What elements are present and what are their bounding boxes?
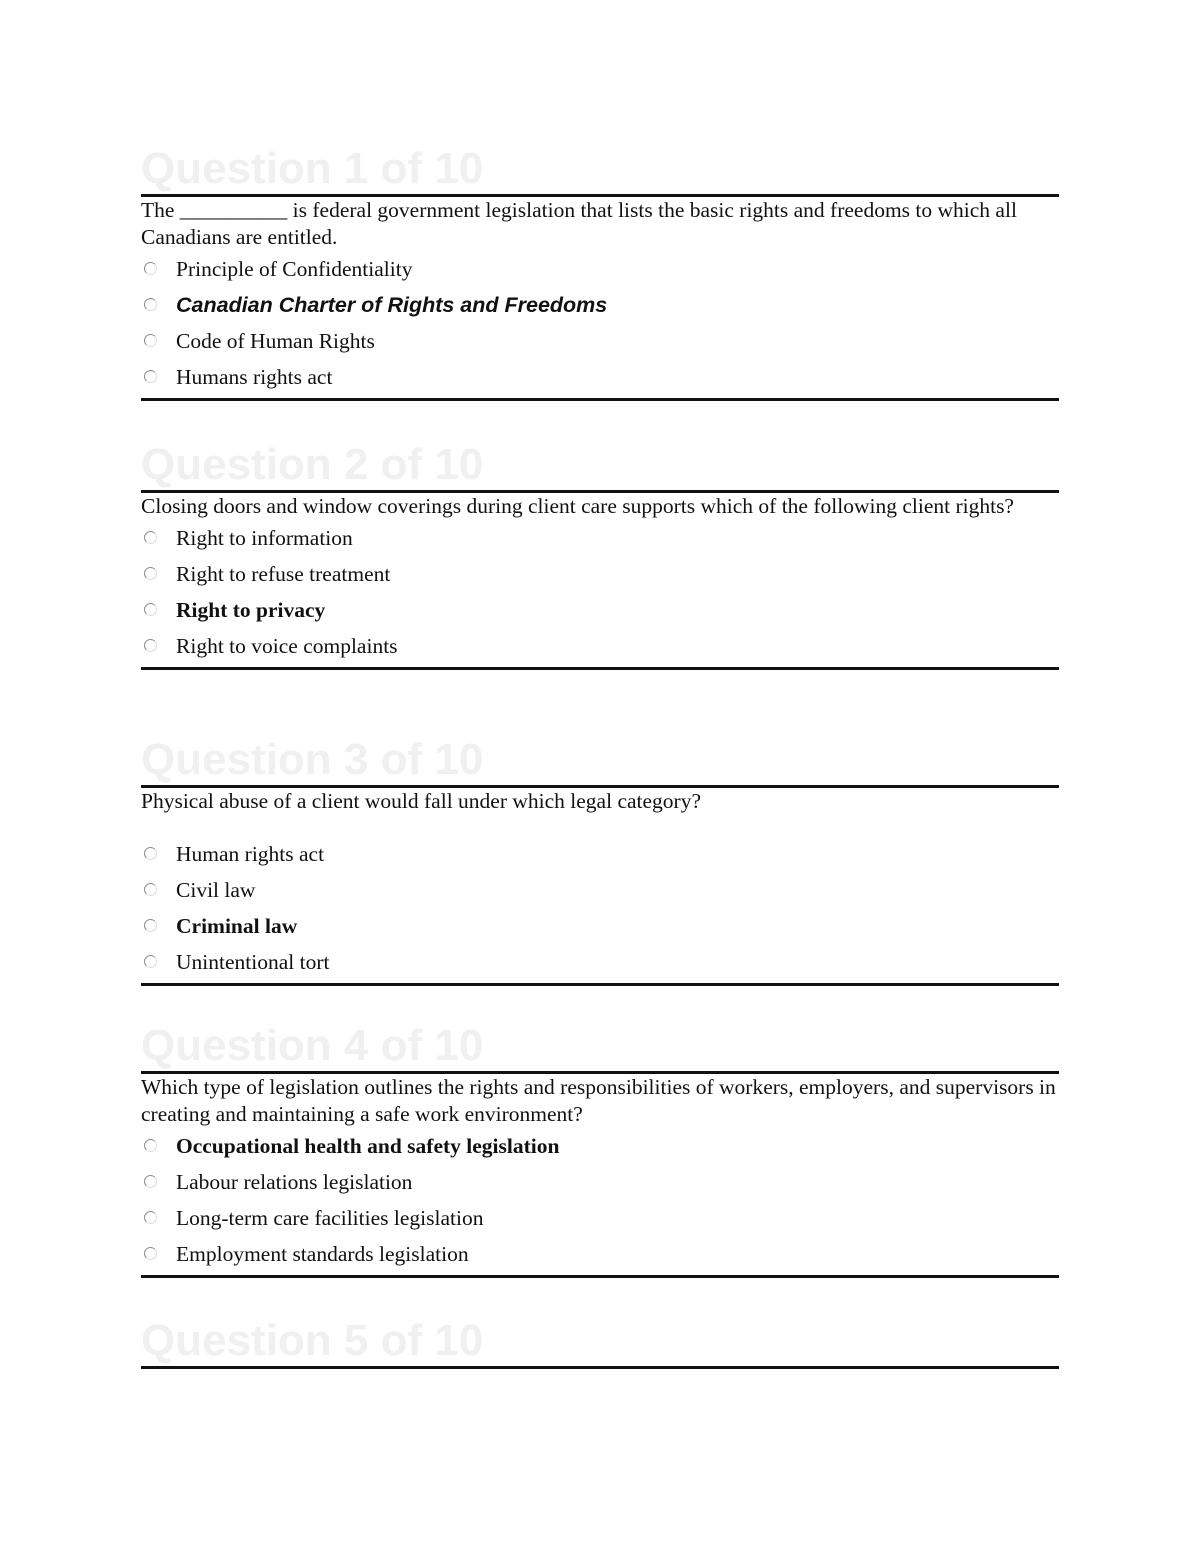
- answer-option[interactable]: [141, 251, 1059, 287]
- answer-option[interactable]: [141, 556, 1059, 592]
- radio-button[interactable]: [144, 298, 157, 311]
- option-label: Civil law: [176, 878, 256, 902]
- answer-option[interactable]: [141, 323, 1059, 359]
- option-label: Humans rights act: [176, 365, 333, 389]
- radio-button[interactable]: [144, 883, 157, 896]
- radio-button[interactable]: [144, 919, 157, 932]
- option-label: Unintentional tort: [176, 950, 330, 974]
- answer-option[interactable]: [141, 592, 1059, 628]
- answer-option[interactable]: [141, 1164, 1059, 1200]
- question-title: Question 3 of 10: [141, 735, 484, 784]
- radio-button[interactable]: [144, 262, 157, 275]
- option-label: Labour relations legislation: [176, 1170, 413, 1194]
- question-title: Question 5 of 10: [141, 1316, 484, 1365]
- question-4: [141, 1021, 1059, 1278]
- option-list: [141, 836, 1059, 980]
- option-label: Right to privacy: [176, 598, 326, 622]
- question-3: [141, 735, 1059, 986]
- answer-option[interactable]: [141, 944, 1059, 980]
- radio-button[interactable]: [144, 603, 157, 616]
- question-title: Question 1 of 10: [141, 144, 484, 193]
- option-list: [141, 1128, 1059, 1272]
- radio-button[interactable]: [144, 531, 157, 544]
- option-label: Principle of Confidentiality: [176, 257, 413, 281]
- divider: [141, 667, 1059, 670]
- answer-option[interactable]: [141, 520, 1059, 556]
- question-text: Which type of legislation outlines the rights and responsibilities of workers, employers, and supervisors in creating and maintaining a safe work environment?: [141, 1075, 1056, 1126]
- answer-option[interactable]: [141, 287, 1059, 323]
- divider: [141, 983, 1059, 986]
- radio-button[interactable]: [144, 1175, 157, 1188]
- answer-option[interactable]: [141, 872, 1059, 908]
- answer-option[interactable]: [141, 836, 1059, 872]
- option-label: Occupational health and safety legislation: [176, 1134, 560, 1158]
- option-label: Canadian Charter of Rights and Freedoms: [176, 293, 608, 317]
- option-label: Right to information: [176, 526, 353, 550]
- radio-button[interactable]: [144, 567, 157, 580]
- question-text: Physical abuse of a client would fall under which legal category?: [141, 789, 701, 813]
- radio-button[interactable]: [144, 955, 157, 968]
- radio-button[interactable]: [144, 639, 157, 652]
- answer-option[interactable]: [141, 1200, 1059, 1236]
- radio-button[interactable]: [144, 370, 157, 383]
- option-label: Criminal law: [176, 914, 298, 938]
- radio-button[interactable]: [144, 847, 157, 860]
- option-label: Code of Human Rights: [176, 329, 375, 353]
- option-label: Long-term care facilities legislation: [176, 1206, 484, 1230]
- option-label: Employment standards legislation: [176, 1242, 469, 1266]
- divider: [141, 398, 1059, 401]
- option-label: Human rights act: [176, 842, 325, 866]
- option-label: Right to refuse treatment: [176, 562, 391, 586]
- radio-button[interactable]: [144, 1211, 157, 1224]
- answer-option[interactable]: [141, 359, 1059, 395]
- divider: [141, 1275, 1059, 1278]
- divider: [141, 1366, 1059, 1369]
- option-label: Right to voice complaints: [176, 634, 398, 658]
- question-5: [141, 1316, 1059, 1369]
- question-text: The __________ is federal government legislation that lists the basic rights and freedoms to which all Canadians are entitled.: [141, 198, 1017, 249]
- answer-option[interactable]: [141, 1128, 1059, 1164]
- option-list: [141, 251, 1059, 395]
- radio-button[interactable]: [144, 334, 157, 347]
- answer-option[interactable]: [141, 628, 1059, 664]
- answer-option[interactable]: [141, 908, 1059, 944]
- question-2: [141, 440, 1059, 670]
- question-title: Question 4 of 10: [141, 1021, 484, 1070]
- answer-option[interactable]: [141, 1236, 1059, 1272]
- radio-button[interactable]: [144, 1139, 157, 1152]
- option-list: [141, 520, 1059, 664]
- question-title: Question 2 of 10: [141, 440, 484, 489]
- question-text: Closing doors and window coverings during client care supports which of the following client rights?: [141, 494, 1014, 518]
- radio-button[interactable]: [144, 1247, 157, 1260]
- question-1: [141, 144, 1059, 401]
